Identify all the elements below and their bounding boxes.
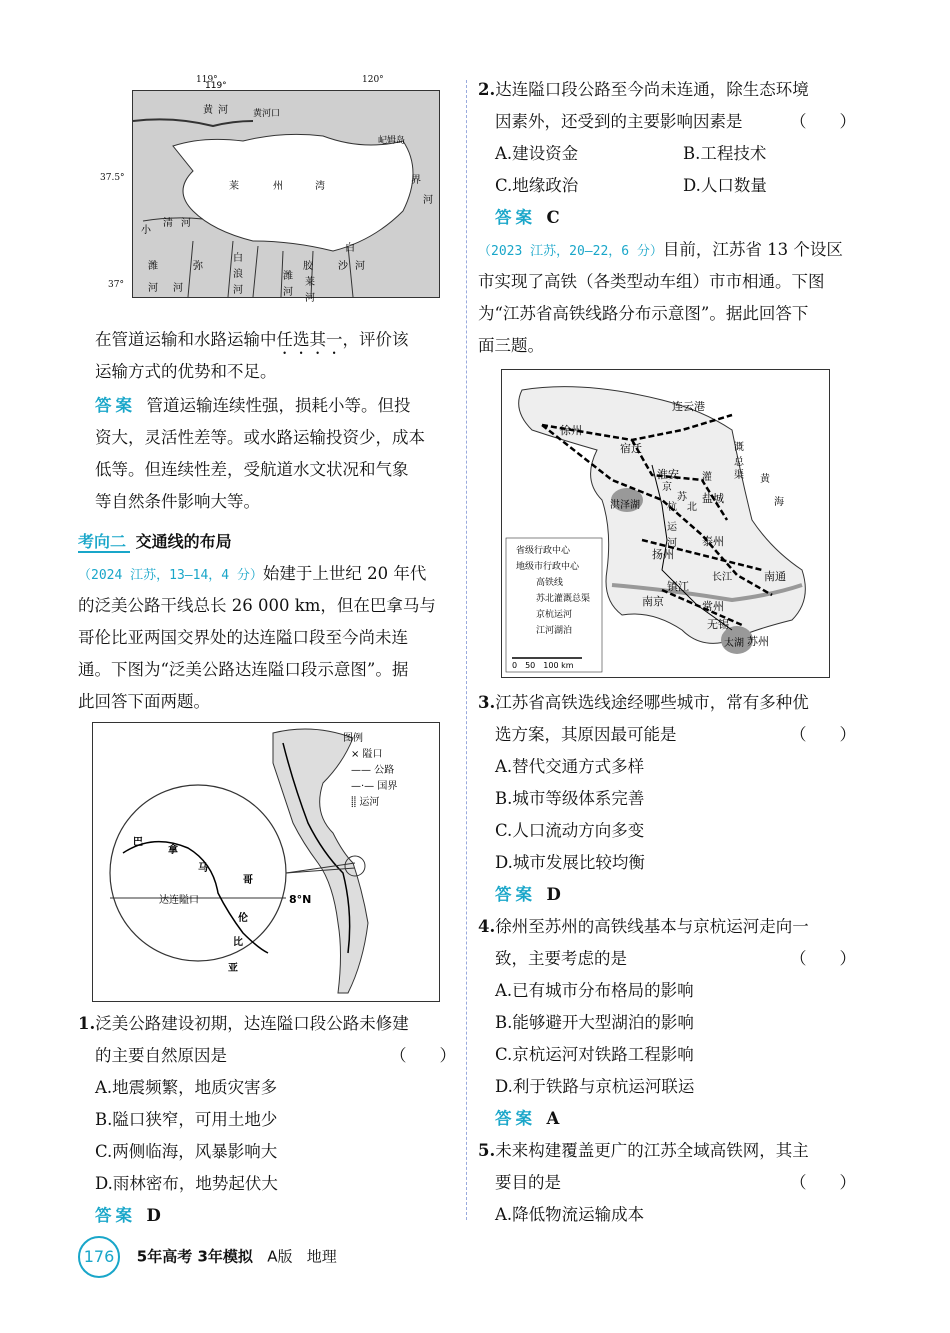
map1-label: 河	[173, 283, 183, 294]
book-title: 5年高考 3年模拟	[136, 1247, 253, 1266]
page-footer	[78, 1236, 337, 1278]
intro2-line1: （2023 江苏，20—22，6 分）目前，江苏省 13 个设区	[478, 240, 843, 259]
q3-option-d: D.城市发展比较均衡	[495, 853, 645, 872]
map3-label: 溉	[734, 442, 744, 453]
map1-label: 河	[181, 218, 191, 229]
q3-line1: 3.江苏省高铁选线途经哪些城市，常有多种优	[478, 693, 809, 712]
q1-line2: 的主要自然原因是 （ ）	[95, 1046, 456, 1065]
jiangsu-hsr-map	[501, 369, 830, 678]
q2-option-c: C.地缘政治	[495, 176, 579, 195]
legend-item: 高铁线	[536, 578, 564, 588]
legend-item: 苏北灌溉总渠	[536, 594, 591, 604]
intro1-line2: 的泛美公路干线总长 26 000 km，但在巴拿马与	[78, 596, 436, 615]
map1-label: 黄	[203, 105, 213, 116]
q1-option-c: C.两侧临海，风暴影响大	[95, 1142, 278, 1161]
city-label: 徐州	[560, 424, 582, 437]
q4-answer: 答案 A	[495, 1109, 560, 1128]
laizhou-bay-map	[132, 81, 440, 304]
city-label: 无锡	[707, 618, 729, 631]
map1-lon2-label: 120°	[362, 75, 384, 85]
city-label: 宿迁	[620, 442, 642, 455]
map1-lat1-label: 37.5°	[100, 173, 125, 183]
map3-label: 海	[774, 497, 784, 508]
q4-line1: 4.徐州至苏州的高铁线基本与京杭运河走向一	[478, 917, 809, 936]
q4-option-b: B.能够避开大型湖泊的影响	[495, 1013, 694, 1032]
map3-scale: 0 50 100 km	[512, 661, 574, 670]
map1-label: 河	[423, 195, 433, 206]
q1-option-b: B.隘口狭窄，可用土地少	[95, 1110, 278, 1129]
map2-label: 比	[233, 937, 243, 948]
q1-answer: 答案 D	[95, 1206, 161, 1225]
city-label: 南京	[642, 595, 664, 608]
city-label: 南通	[764, 570, 786, 583]
map1-label: 河	[148, 283, 158, 294]
map2-label: 伦	[238, 913, 248, 924]
q4-line2: 致，主要考虑的是 （ ）	[495, 949, 856, 968]
map2-label: 拿	[168, 845, 178, 856]
map1-label: 河	[283, 287, 293, 298]
intro1-line3: 哥伦比亚两国交界处的达连隘口段至今尚未连	[78, 628, 408, 647]
q2-option-a: A.建设资金	[495, 144, 579, 163]
q3-option-b: B.城市等级体系完善	[495, 789, 645, 808]
legend-item: 省级行政中心	[516, 546, 571, 556]
q2-line1: 2.达连隘口段公路至今尚未连通，除生态环境	[478, 80, 809, 99]
map3-label: 长江	[712, 572, 732, 583]
map3-label: 运	[667, 522, 677, 533]
legend-item: 江河湖泊	[536, 626, 573, 636]
intro2-line4: 面三题。	[478, 336, 544, 355]
q3-line2: 选方案，其原因最可能是 （ ）	[495, 725, 856, 744]
column-divider	[466, 80, 467, 1220]
map3-label: 杭	[667, 502, 677, 513]
darien-gap-map	[92, 722, 440, 1002]
map1-label: 河	[305, 293, 315, 304]
city-label: 扬州	[652, 548, 674, 561]
legend-item: × 隘口	[351, 749, 383, 760]
prev-question-line2: 运输方式的优势和不足。	[95, 362, 277, 381]
page-number: 176	[78, 1236, 120, 1278]
city-label: 泰州	[702, 535, 724, 548]
map1-label: 莱	[229, 181, 239, 192]
intro1-line5: 此回答下面两题。	[78, 692, 210, 711]
map1-lon1: 119°	[205, 81, 227, 91]
map1-label: 潍	[283, 271, 293, 282]
map3-label: 洪泽湖	[610, 500, 640, 511]
map1-label: 沙	[338, 261, 348, 272]
map1-label: 屺姆岛	[378, 136, 406, 146]
map1-label: 浪	[233, 269, 243, 280]
q3-option-c: C.人口流动方向多变	[495, 821, 645, 840]
subject: 地理	[306, 1247, 337, 1266]
map3-label: 渠	[734, 470, 744, 481]
map1-label: 河	[218, 105, 228, 116]
q3-answer: 答案 D	[495, 885, 561, 904]
map2-label: 哥	[243, 875, 253, 886]
map2-label: 马	[198, 863, 208, 874]
intro2-line3: 为“江苏省高铁线路分布示意图”。据此回答下	[478, 304, 809, 323]
map1-label: 白	[233, 253, 243, 264]
map3-label: 苏	[677, 492, 687, 503]
q2-option-d: D.人口数量	[683, 176, 767, 195]
section-heading: 考向二 交通线的布局	[78, 532, 232, 551]
map1-label: 黄河口	[253, 109, 281, 119]
map3-label: 总	[734, 457, 744, 468]
intro1-line4: 通。下图为“泛美公路达连隘口段示意图”。据	[78, 660, 409, 679]
q2-option-b: B.工程技术	[683, 144, 767, 163]
legend-title: 图例	[343, 733, 363, 744]
map1-label: 潍	[148, 261, 158, 272]
q1-option-d: D.雨林密布，地势起伏大	[95, 1174, 278, 1193]
intro2-line2: 市实现了高铁（各类型动车组）市市相通。下图	[478, 272, 825, 291]
q2-answer: 答案 C	[495, 208, 560, 227]
q2-line2: 因素外，还受到的主要影响因素是 （ ）	[495, 112, 856, 131]
map2-label: 达连隘口	[159, 895, 199, 906]
map1-label: 胶	[303, 261, 313, 272]
city-label: 连云港	[672, 400, 705, 413]
prev-answer-line1: 答案 管道运输连续性强，损耗小等。但投	[95, 396, 411, 415]
q4-option-c: C.京杭运河对铁路工程影响	[495, 1045, 694, 1064]
map1-label: 莱	[305, 277, 315, 288]
prev-answer-line3: 低等。但连续性差，受航道水文状况和气象	[95, 460, 409, 479]
map3-label: 黄	[760, 474, 770, 485]
map2-label: 8°N	[289, 893, 312, 906]
map1-label: 州	[273, 181, 283, 192]
q5-line2: 要目的是 （ ）	[495, 1173, 856, 1192]
prev-answer-line2: 资大，灵活性差等。或水路运输投资少，成本	[95, 428, 425, 447]
legend-item: 地级市行政中心	[516, 562, 580, 572]
city-label: 镇江	[667, 580, 689, 593]
city-label: 苏州	[747, 635, 769, 648]
map2-label: 巴	[133, 837, 143, 848]
legend-item: —·— 国界	[351, 781, 398, 792]
map1-label: 小	[141, 225, 151, 236]
map3-label: 太湖	[724, 638, 744, 649]
q5-option-a: A.降低物流运输成本	[495, 1205, 645, 1224]
q1-option-a: A.地震频繁，地质灾害多	[95, 1078, 278, 1097]
legend-item: 京杭运河	[536, 610, 573, 620]
map1-label: 河	[233, 285, 243, 296]
map1-label: 弥	[193, 261, 203, 272]
city-label: 盐城	[702, 492, 724, 505]
edition: A版	[267, 1247, 293, 1266]
intro1-line1: （2024 江苏，13—14，4 分）始建于上世纪 20 年代	[78, 564, 427, 583]
prev-question-line1: 在管道运输和水路运输中任选其一，评价该	[95, 330, 409, 349]
map2-label: 亚	[228, 963, 238, 974]
q1-line1: 1.泛美公路建设初期，达连隘口段公路未修建	[78, 1014, 409, 1033]
map3-label: 河	[667, 538, 677, 549]
city-label: 淮安	[657, 468, 679, 481]
map1-label: 界	[411, 175, 421, 186]
q4-option-d: D.利于铁路与京杭运河联运	[495, 1077, 695, 1096]
city-label: 常州	[702, 600, 724, 613]
map1-label: 清	[163, 218, 173, 229]
q4-option-a: A.已有城市分布格局的影响	[495, 981, 694, 1000]
map3-label: 京	[662, 482, 672, 493]
map1-lat2-label: 37°	[108, 280, 124, 290]
map1-label: 湾	[315, 181, 325, 192]
legend-item: ⸽⸽ 运河	[351, 797, 380, 808]
legend-item: —— 公路	[351, 765, 395, 776]
map1-label: 白	[345, 243, 355, 254]
q3-option-a: A.替代交通方式多样	[495, 757, 645, 776]
q5-line1: 5.未来构建覆盖更广的江苏全域高铁网，其主	[478, 1141, 809, 1160]
map3-label: 北	[687, 502, 697, 513]
prev-answer-line4: 等自然条件影响大等。	[95, 492, 260, 511]
map1-lon1-label: 119°	[196, 75, 218, 85]
map1-label: 河	[355, 261, 365, 272]
map3-label: 灌	[702, 472, 712, 483]
